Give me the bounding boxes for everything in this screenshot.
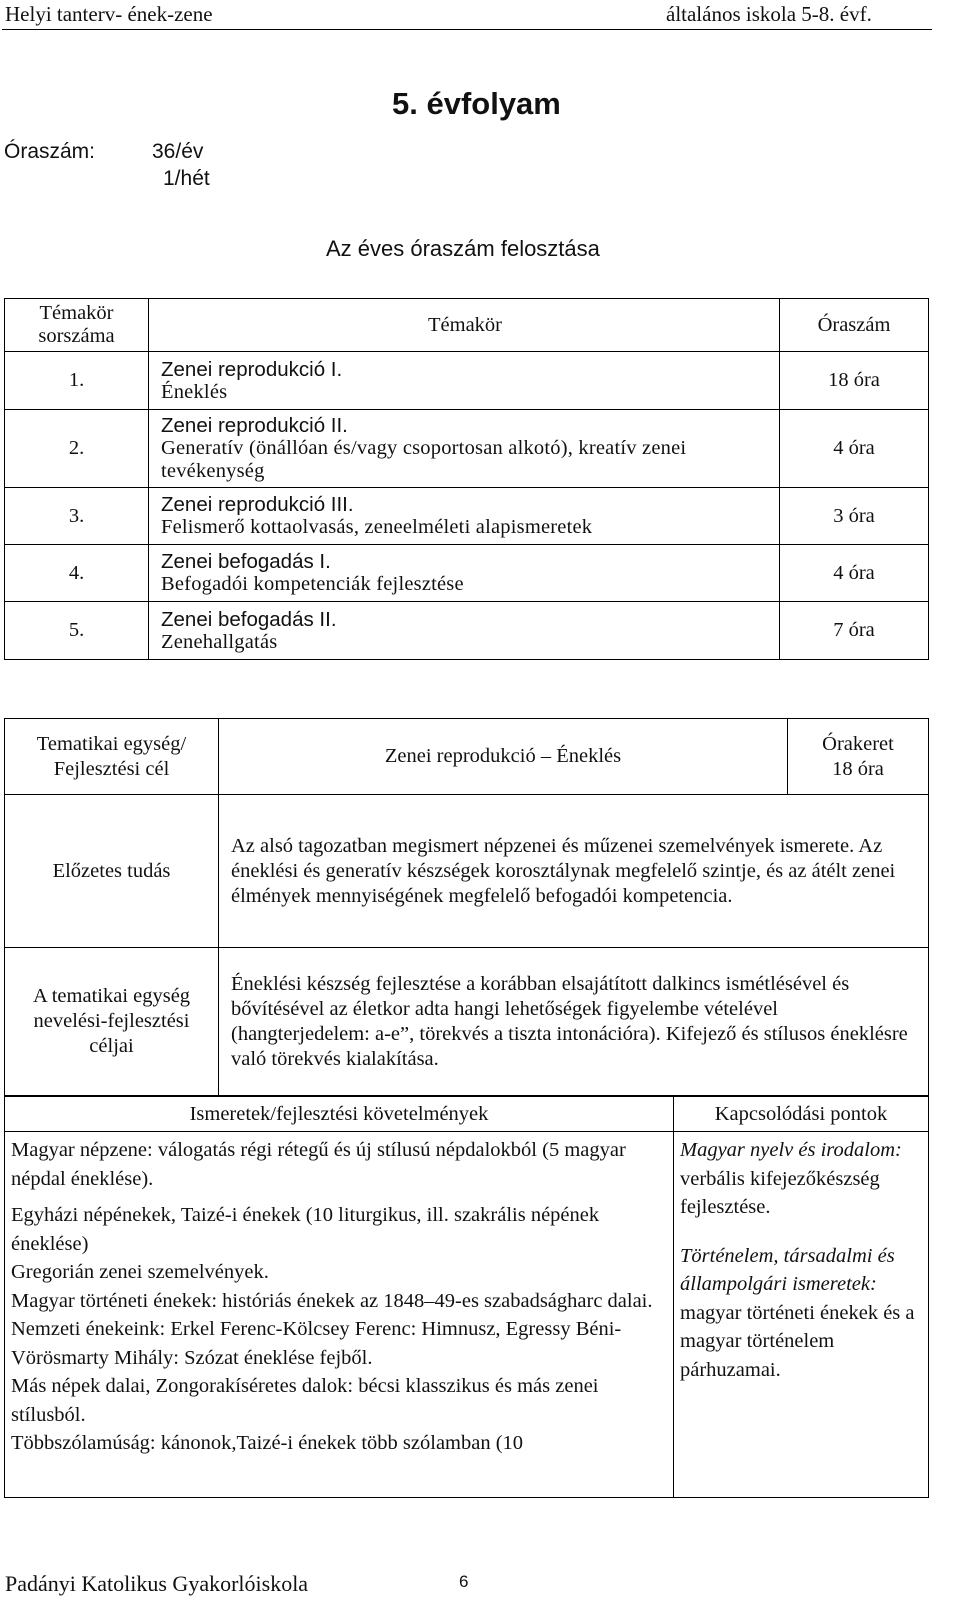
table-row	[5, 602, 929, 660]
list-item: Gregorián zenei szemelvények.	[11, 1261, 269, 1283]
list-item: Magyar népzene: válogatás régi rétegű és új stílusú népdalokból (5 magyar népdal éneklése).	[11, 1139, 626, 1190]
hours-per-week: 1/hét	[163, 167, 210, 190]
list-item	[680, 1242, 922, 1385]
header-topic-number: Témakör sorszáma	[5, 299, 149, 352]
hours-label: Óraszám:	[4, 140, 96, 163]
topic-title: Zenei reprodukció I.	[161, 357, 343, 381]
topic-subtitle: Generatív (önállóan és/vagy csoportosan alkotó), kreatív zenei tevékenység	[161, 437, 687, 482]
requirements-list	[5, 1132, 674, 1498]
frame-label: Órakeret	[822, 732, 894, 755]
hours-per-year: 36/év	[152, 140, 204, 163]
topic-cell	[149, 602, 780, 660]
list-item: Egyházi népénekek, Taizé-i énekek (10 liturgikus, ill. szakrális népének éneklése)	[11, 1204, 600, 1255]
topic-cell	[149, 352, 780, 410]
list-item: Más népek dalai, Zongorakíséretes dalok: bécsi klasszikus és más zenei stílusból.	[11, 1375, 599, 1426]
goals-text: Éneklési készség fejlesztése a korábban elsajátított dalkincs ismétlésével és bővítésével az életkor adta hangi lehetőségek figyelembe vételével (hangterjedelem: a-e”, törekvés a tiszta intonációra). Kifejező és stílusos éneklésre való törekvés kialakítása.	[219, 948, 929, 1096]
list-item: Nemzeti énekeink: Erkel Ferenc-Kölcsey Ferenc: Himnusz, Egressy Béni-Vörösmarty Mihály: Szózat éneklése fejből.	[11, 1318, 622, 1369]
unit-label-cell	[5, 719, 219, 795]
header-left: Helyi tanterv- ének-zene	[5, 2, 213, 26]
topic-hours: 3 óra	[780, 488, 929, 545]
links-list	[674, 1132, 929, 1498]
link-subject: Történelem, társadalmi és állampolgári ismeretek:	[680, 1244, 895, 1295]
topic-hours: 4 óra	[780, 545, 929, 602]
topic-number: 4.	[5, 545, 149, 602]
topic-number: 5.	[5, 602, 149, 660]
topic-number: 2.	[5, 410, 149, 488]
table-row	[5, 410, 929, 488]
frame-cell	[788, 719, 929, 795]
topic-cell	[149, 545, 780, 602]
topic-title: Zenei reprodukció II.	[161, 414, 348, 437]
topic-title: Zenei befogadás I.	[161, 550, 331, 573]
topic-title: Zenei befogadás II.	[161, 607, 337, 631]
table-row	[5, 545, 929, 602]
unit-label-line1: Tematikai egység/	[36, 732, 187, 755]
unit-name: Zenei reprodukció – Éneklés	[219, 719, 788, 795]
header-divider	[2, 29, 932, 30]
list-item	[680, 1136, 922, 1222]
requirements-header: Ismeretek/fejlesztési követelmények	[5, 1097, 674, 1132]
table-row	[5, 352, 929, 410]
topic-hours: 7 óra	[780, 602, 929, 660]
topic-title: Zenei reprodukció III.	[161, 493, 354, 516]
list-item: Magyar történeti énekek: históriás énekek az 1848–49-es szabadságharc dalai.	[11, 1289, 653, 1312]
topic-number: 1.	[5, 352, 149, 410]
frame-value: 18 óra	[832, 757, 884, 780]
page-number: 6	[459, 1572, 469, 1591]
header-topic: Témakör	[149, 299, 780, 352]
table-row	[5, 488, 929, 545]
list-item: Többszólamúság: kánonok,Taizé-i énekek több szólamban (10	[11, 1432, 524, 1454]
link-text: verbális kifejezőkészség fejlesztése.	[680, 1167, 880, 1218]
topic-subtitle: Zenehallgatás	[161, 630, 278, 653]
prior-knowledge-label: Előzetes tudás	[5, 795, 219, 948]
header-hours: Óraszám	[780, 299, 929, 352]
distribution-title: Az éves óraszám felosztása	[326, 236, 600, 261]
topic-cell	[149, 410, 780, 488]
topic-hours: 4 óra	[780, 410, 929, 488]
topic-subtitle: Befogadói kompetenciák fejlesztése	[161, 573, 464, 595]
link-subject: Magyar nyelv és irodalom:	[680, 1139, 902, 1161]
footer-school: Padányi Katolikus Gyakorlóiskola	[5, 1571, 309, 1596]
topic-subtitle: Felismerő kottaolvasás, zeneelméleti alapismeretek	[161, 516, 593, 538]
prior-knowledge-text: Az alsó tagozatban megismert népzenei és műzenei szemelvények ismerete. Az éneklési és generatív készségek korosztálynak megfelelő szintje, és az átélt zenei élmények mennyiségének megfelelő befogadói kompetencia.	[219, 795, 929, 948]
topic-cell	[149, 488, 780, 545]
distribution-table	[4, 298, 929, 660]
link-text: magyar történeti énekek és a magyar történelem párhuzamai.	[680, 1301, 915, 1381]
unit-label-line2: Fejlesztési cél	[53, 757, 170, 780]
goals-label: A tematikai egység nevelési-fejlesztési céljai	[5, 948, 219, 1096]
requirements-table	[4, 1096, 929, 1498]
topic-subtitle: Éneklés	[161, 380, 228, 403]
year-title: 5. évfolyam	[392, 86, 561, 121]
header-right: általános iskola 5-8. évf.	[666, 2, 872, 26]
links-header: Kapcsolódási pontok	[674, 1097, 929, 1132]
topic-hours: 18 óra	[780, 352, 929, 410]
topic-number: 3.	[5, 488, 149, 545]
unit-table	[4, 718, 929, 1096]
